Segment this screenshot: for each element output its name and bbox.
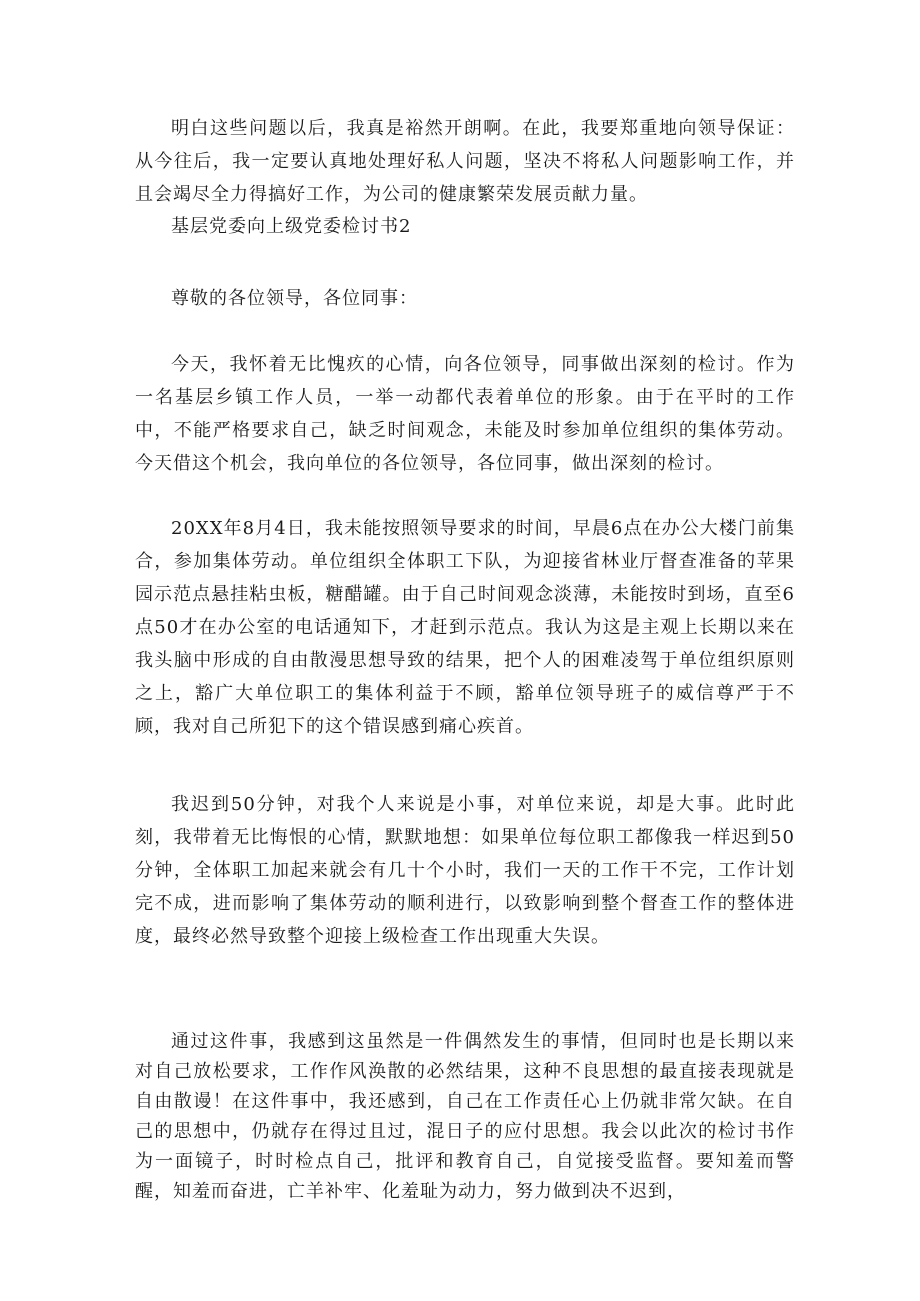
paragraph-consequence: 我迟到50分钟，对我个人来说是小事，对单位来说，却是大事。此时此刻，我带着无比悔恨的心情，默默地想：如果单位每位职工都像我一样迟到50分钟，全体职工加起来就会有几十个小时，我们一天的工作干不完，工作计划完不成，进而影响了集体劳动的顺利进行，以致影响到整个督查工作的整体进度，最终必然导致整个迎接上级检查工作出现重大失误。 bbox=[135, 794, 795, 947]
salutation: 尊敬的各位领导，各位同事： bbox=[171, 288, 418, 309]
paragraph-introduction: 今天，我怀着无比愧疚的心情，向各位领导，同事做出深刻的检讨。作为一名基层乡镇工作人员，一举一动都代表着单位的形象。由于在平时的工作中，不能严格要求自己，缺乏时间观念，未能及时参加单位组织的集体劳动。今天借这个机会，我向单位的各位领导，各位同事，做出深刻的检讨。 bbox=[135, 354, 795, 474]
paragraph-reflection: 通过这件事，我感到这虽然是一件偶然发生的事情，但同时也是长期以来对自己放松要求，工作作风涣散的必然结果，这种不良思想的最直接表现就是自由散谩！在这件事中，我还感到，自己在工作责任心上仍就非常欠缺。在自己的思想中，仍就存在得过且过，混日子的应付思想。我会以此次的检讨书作为一面镜子，时时检点自己，批评和教育自己，自觉接受监督。要知羞而警醒，知羞而奋进，亡羊补牢、化羞耻为动力，努力做到决不迟到， bbox=[135, 1031, 795, 1202]
document-title: 基层党委向上级党委检讨书2 bbox=[171, 216, 412, 237]
paragraph-incident: 20XX年8月4日，我未能按照领导要求的时间，早晨6点在办公大楼门前集合，参加集体劳动。单位组织全体职工下队，为迎接省林业厅督查准备的苹果园示范点悬挂粘虫板，糖醋罐。由于自己时间观念淡薄，未能按时到场，直至6点50才在办公室的电话通知下，才赶到示范点。我认为这是主观上长期以来在我头脑中形成的自由散漫思想导致的结果，把个人的困难凌驾于单位组织原则之上，豁广大单位职工的集体利益于不顾，豁单位领导班子的威信尊严于不顾，我对自己所犯下的这个错误感到痛心疾首。 bbox=[135, 518, 795, 737]
paragraph-commitment: 明白这些问题以后，我真是裕然开朗啊。在此，我要郑重地向领导保证：从今往后，我一定要认真地处理好私人问题，坚决不将私人问题影响工作，并且会竭尽全力得搞好工作，为公司的健康繁荣发展贡献力量。 bbox=[135, 118, 795, 205]
